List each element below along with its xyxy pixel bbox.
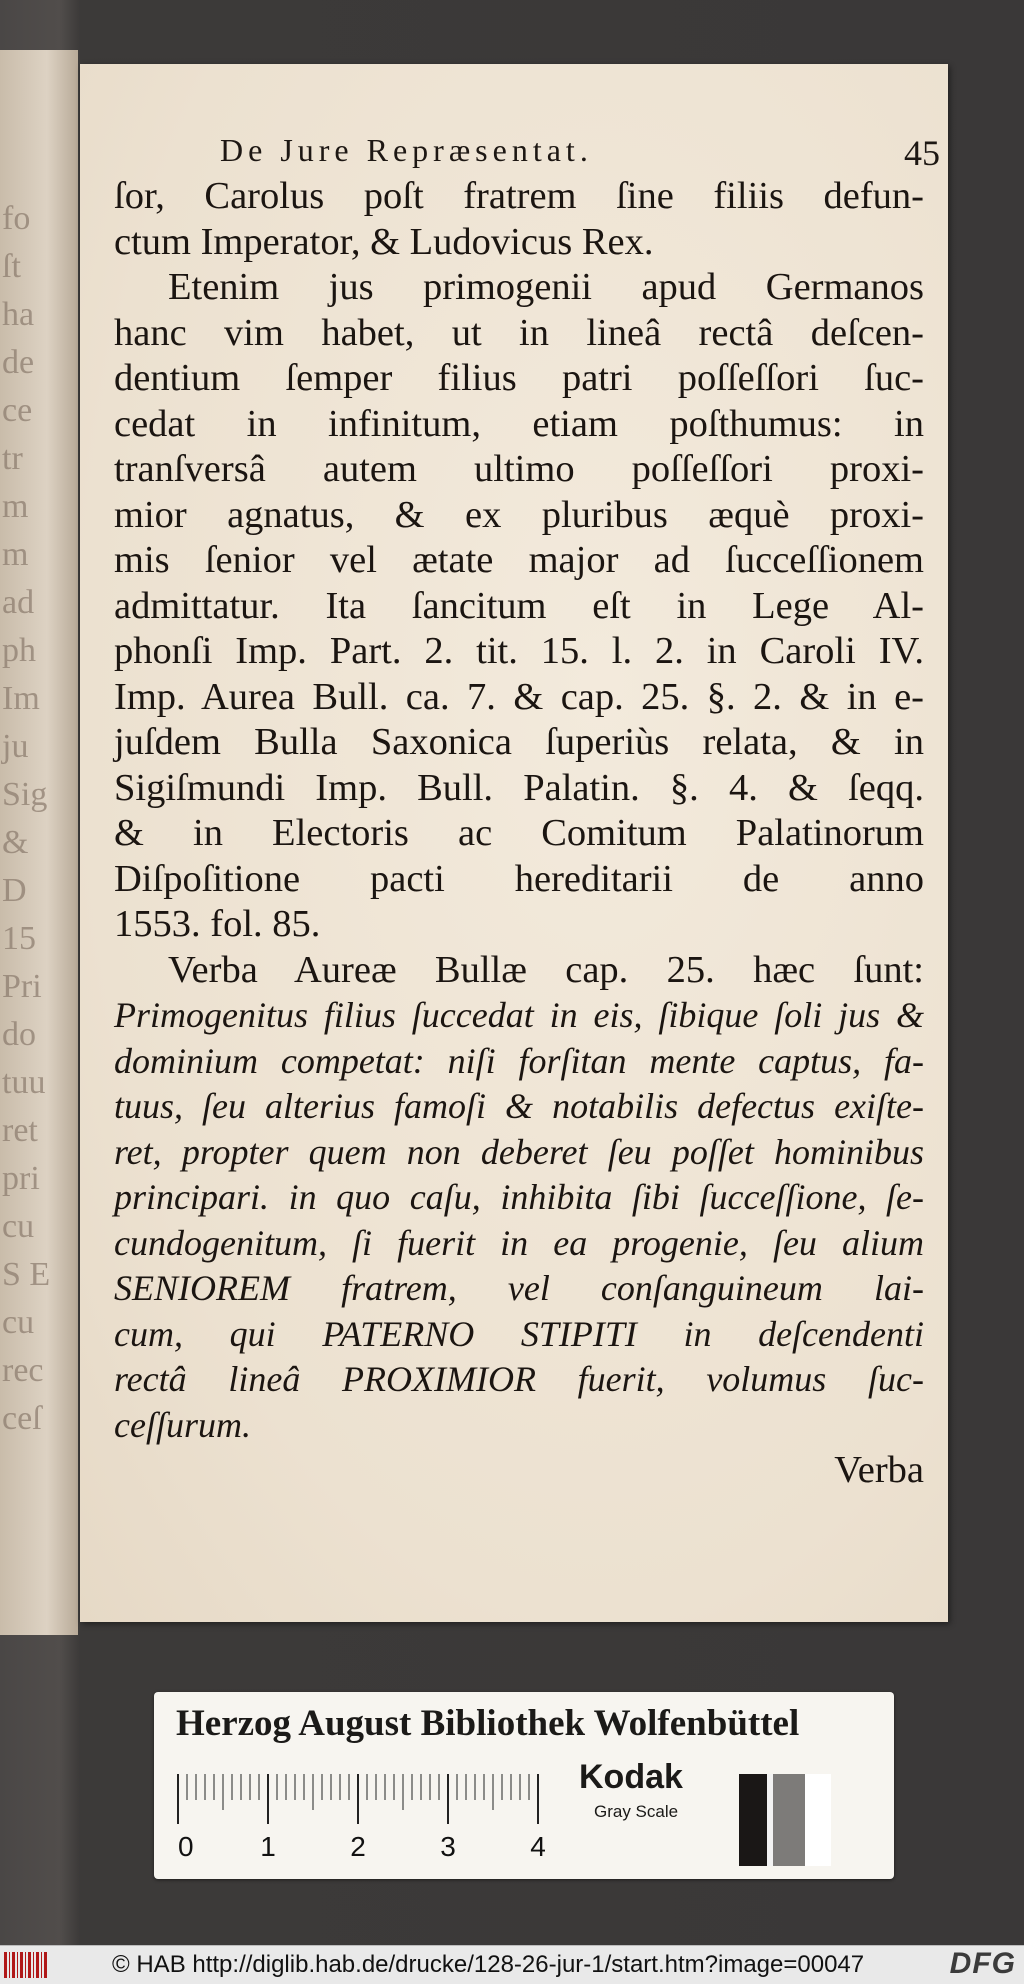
ruler-scale [176, 1772, 596, 1862]
color-calibration-card [154, 1692, 894, 1879]
copyright-link[interactable]: © HAB http://diglib.hab.de/drucke/128-26-jur-1/start.htm?image=00047 [112, 1951, 865, 1978]
book-page [80, 64, 948, 1622]
previous-page-fragment: ad [2, 584, 35, 621]
ruler-label: 3 [440, 1831, 456, 1862]
previous-page-fragment: do [2, 1016, 36, 1053]
text-line: dentium ſemper filius patri poſſeſſori ſuc- [114, 357, 924, 399]
gray-patch [805, 1774, 831, 1866]
previous-page-fragment: de [2, 344, 35, 381]
gray-patch [739, 1774, 767, 1866]
text-line: Etenim jus primogenii apud Germanos [168, 266, 924, 308]
page-text [114, 174, 924, 1494]
page-number: 45 [904, 133, 940, 173]
previous-page-fragment: cu [2, 1304, 35, 1341]
previous-page-fragment: pri [2, 1160, 40, 1197]
previous-page-fragment: Im [2, 680, 40, 717]
text-line: mis ſenior vel ætate major ad ſucceſſionem [114, 539, 924, 581]
header-title: De Jure Repræsentat. [220, 132, 593, 168]
ruler-label: 2 [350, 1831, 366, 1862]
ruler-label: 1 [260, 1831, 276, 1862]
previous-page-fragment: & [2, 824, 29, 861]
text-line: juſdem Bulla Saxonica ſuperiùs relata, & in [114, 721, 924, 763]
previous-page-fragment: Pri [2, 968, 42, 1005]
previous-page-fragment: ce [2, 392, 33, 429]
text-line: Imp. Aurea Bull. ca. 7. & cap. 25. §. 2. & in e- [114, 675, 924, 718]
previous-page-edge [0, 50, 78, 1635]
previous-page-fragment: ju [2, 728, 29, 765]
text-line: phonſi Imp. Part. 2. tit. 15. l. 2. in Caroli IV. [114, 630, 924, 672]
previous-page-fragment: ha [2, 296, 35, 333]
text-line: Diſpoſitione pacti hereditarii de anno [114, 857, 924, 900]
ruler-label: 4 [530, 1831, 546, 1862]
library-name: Herzog August Bibliothek Wolfenbüttel [176, 1703, 800, 1744]
previous-page-fragment: cu [2, 1208, 35, 1245]
previous-page-fragment: m [2, 488, 29, 525]
text-line: principari. in quo caſu, inhibita ſibi ſucceſſione, ſe- [114, 1177, 924, 1217]
text-line: ctum Imperator, & Ludovicus Rex. [114, 220, 654, 263]
text-line: cum, qui PATERNO STIPITI in deſcendenti [114, 1313, 924, 1354]
previous-page-fragment: ret [2, 1112, 38, 1149]
gray-patches [739, 1774, 831, 1866]
kodak-brand: Kodak [579, 1758, 683, 1796]
text-line: Sigiſmundi Imp. Bull. Palatin. §. 4. & ſeqq. [114, 766, 924, 809]
text-line: dominium competat: niſi forſitan mente captus, fa- [114, 1040, 924, 1081]
ruler-label: 0 [178, 1831, 194, 1862]
previous-page-fragment: Sig [2, 776, 48, 813]
text-line: Verba [834, 1449, 924, 1491]
text-line: & in Electoris ac Comitum Palatinorum [114, 812, 924, 854]
previous-page-fragment: S E [2, 1256, 51, 1293]
text-line: cundogenitum, ſi fuerit in ea progenie, ſeu alium [114, 1222, 924, 1263]
previous-page-fragment: 15 [2, 920, 36, 957]
dfg-logo: DFG [949, 1947, 1016, 1980]
previous-page-fragment: rec [2, 1352, 44, 1389]
previous-page-fragment: m [2, 536, 29, 573]
previous-page-fragment: fo [2, 200, 31, 237]
text-line: cedat in infinitum, etiam poſthumus: in [114, 402, 924, 445]
text-line: tranſversâ autem ultimo poſſeſſori proxi- [114, 448, 924, 490]
text-line: admittatur. Ita ſancitum eſt in Lege Al- [114, 584, 924, 627]
text-line: tuus, ſeu alterius famoſi & notabilis defectus exiſte- [114, 1086, 924, 1126]
gray-patch [773, 1774, 805, 1866]
previous-page-fragment: D [2, 872, 27, 909]
text-line: ceſſurum. [114, 1404, 251, 1445]
previous-page-fragment: ceſ [2, 1400, 42, 1437]
text-line: ret, propter quem non deberet ſeu poſſet hominibus [114, 1131, 924, 1172]
gray-scale-label: Gray Scale [594, 1802, 679, 1821]
text-line: 1553. fol. 85. [114, 903, 321, 945]
barcode-icon [4, 1952, 48, 1978]
text-line: rectâ lineâ PROXIMIOR fuerit, volumus ſuc- [114, 1359, 924, 1399]
text-line: Verba Aureæ Bullæ cap. 25. hæc ſunt: [168, 948, 924, 991]
previous-page-fragment: tr [2, 440, 23, 477]
text-line: hanc vim habet, ut in lineâ rectâ deſcen- [114, 311, 924, 354]
text-line: Primogenitus filius ſuccedat in eis, ſibique ſoli jus & [114, 995, 924, 1035]
running-header [220, 132, 940, 173]
previous-page-fragment: tuu [2, 1064, 46, 1101]
text-line: mior agnatus, & ex pluribus æquè proxi- [114, 493, 924, 536]
text-line: ſor, Carolus poſt fratrem ſine filiis defun- [114, 175, 924, 217]
footer-bar [0, 1945, 1024, 1984]
previous-page-fragment: ph [2, 632, 36, 669]
previous-page-fragment: ſt [2, 248, 21, 285]
text-line: SENIOREM fratrem, vel conſanguineum lai- [114, 1268, 924, 1308]
